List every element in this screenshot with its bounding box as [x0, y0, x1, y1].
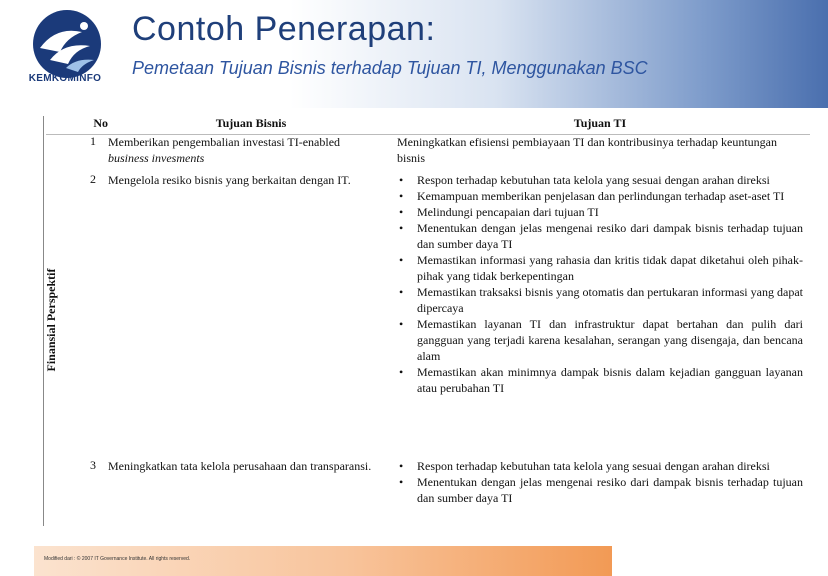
list-item — [397, 364, 803, 396]
bullet-icon: • — [399, 285, 404, 299]
list-item — [397, 252, 803, 284]
header-it-goal: Tujuan TI — [573, 116, 627, 130]
it-goal-item: Melindungi pencapaian dari tujuan TI — [417, 205, 599, 219]
row-number: 2 — [90, 172, 96, 186]
bullet-icon: • — [399, 317, 404, 331]
header-no: No — [93, 116, 108, 130]
it-goal-item: Memastikan akan minimnya dampak bisnis dalam kejadian gangguan layanan atau perubahan TI — [417, 365, 803, 395]
header-business-goal: Tujuan Bisnis — [215, 116, 287, 130]
bullet-icon: • — [399, 221, 404, 235]
business-goal: Meningkatkan tata kelola perusahaan dan transparansi. — [108, 459, 372, 473]
perspective-column — [22, 116, 58, 526]
business-goal: Mengelola resiko bisnis yang berkaitan dengan IT. — [108, 173, 351, 187]
it-goal-list — [397, 458, 803, 506]
bullet-icon: • — [399, 189, 404, 203]
it-goal-item: Memastikan layanan TI dan infrastruktur dapat bertahan dan pulih dari gangguan yang terjadi karena kesalahan, serangan yang disengaja, dan bencana alam — [417, 317, 803, 363]
it-goal-item: Kemampuan memberikan penjelasan dan perlindungan terhadap aset-aset TI — [417, 189, 785, 203]
it-goal-item: Respon terhadap kebutuhan tata kelola yang sesuai dengan arahan direksi — [417, 173, 770, 187]
bullet-icon: • — [399, 173, 404, 187]
it-goal-item: Memastikan traksaksi bisnis yang otomatis dan pertukaran informasi yang dapat dipercaya — [417, 285, 803, 315]
table-row — [46, 172, 810, 456]
list-item — [397, 204, 803, 220]
bullet-icon: • — [399, 459, 404, 473]
logo-text: KEMKOMINFO — [28, 73, 102, 84]
row-number: 1 — [90, 134, 96, 148]
page-subtitle: Pemetaan Tujuan Bisnis terhadap Tujuan TI, Menggunakan BSC — [132, 58, 648, 78]
it-goal: Meningkatkan efisiensi pembiayaan TI dan kontribusinya terhadap keuntungan bisnis — [397, 135, 778, 165]
footer-credit: Modified dari : © 2007 IT Governance Institute. All rights reserved. — [44, 556, 191, 562]
list-item — [397, 474, 803, 506]
bullet-icon: • — [399, 205, 404, 219]
list-item — [397, 316, 803, 364]
bullet-icon: • — [399, 475, 404, 489]
page-title: Contoh Penerapan: — [132, 10, 436, 48]
business-goal-line: Memberikan pengembalian investasi TI-enabled — [108, 135, 341, 149]
it-goal-list — [397, 172, 803, 396]
list-item — [397, 284, 803, 316]
it-goal-item: Respon terhadap kebutuhan tata kelola yang sesuai dengan arahan direksi — [417, 459, 770, 473]
business-goal — [108, 134, 392, 166]
business-goal-line: business invesments — [108, 151, 205, 165]
perspective-label: Finansial Perspektif — [44, 268, 58, 372]
it-goal-item: Menentukan dengan jelas mengenai resiko dari dampak bisnis terhadap tujuan dan sumber daya TI — [417, 221, 803, 251]
list-item — [397, 188, 803, 204]
bullet-icon: • — [399, 253, 404, 267]
list-item — [397, 220, 803, 252]
list-item — [397, 172, 803, 188]
table-row — [46, 134, 810, 174]
row-divider — [46, 134, 810, 135]
bullet-icon: • — [399, 365, 404, 379]
it-goal-item: Menentukan dengan jelas mengenai resiko dari dampak bisnis terhadap tujuan dan sumber daya TI — [417, 475, 803, 505]
row-number: 3 — [90, 458, 96, 472]
table-row — [46, 458, 810, 528]
table-header — [46, 116, 810, 134]
list-item — [397, 458, 803, 474]
it-goal-item: Memastikan informasi yang rahasia dan kritis tidak dapat diketahui oleh pihak-pihak yang tidak berkepentingan — [417, 253, 803, 283]
